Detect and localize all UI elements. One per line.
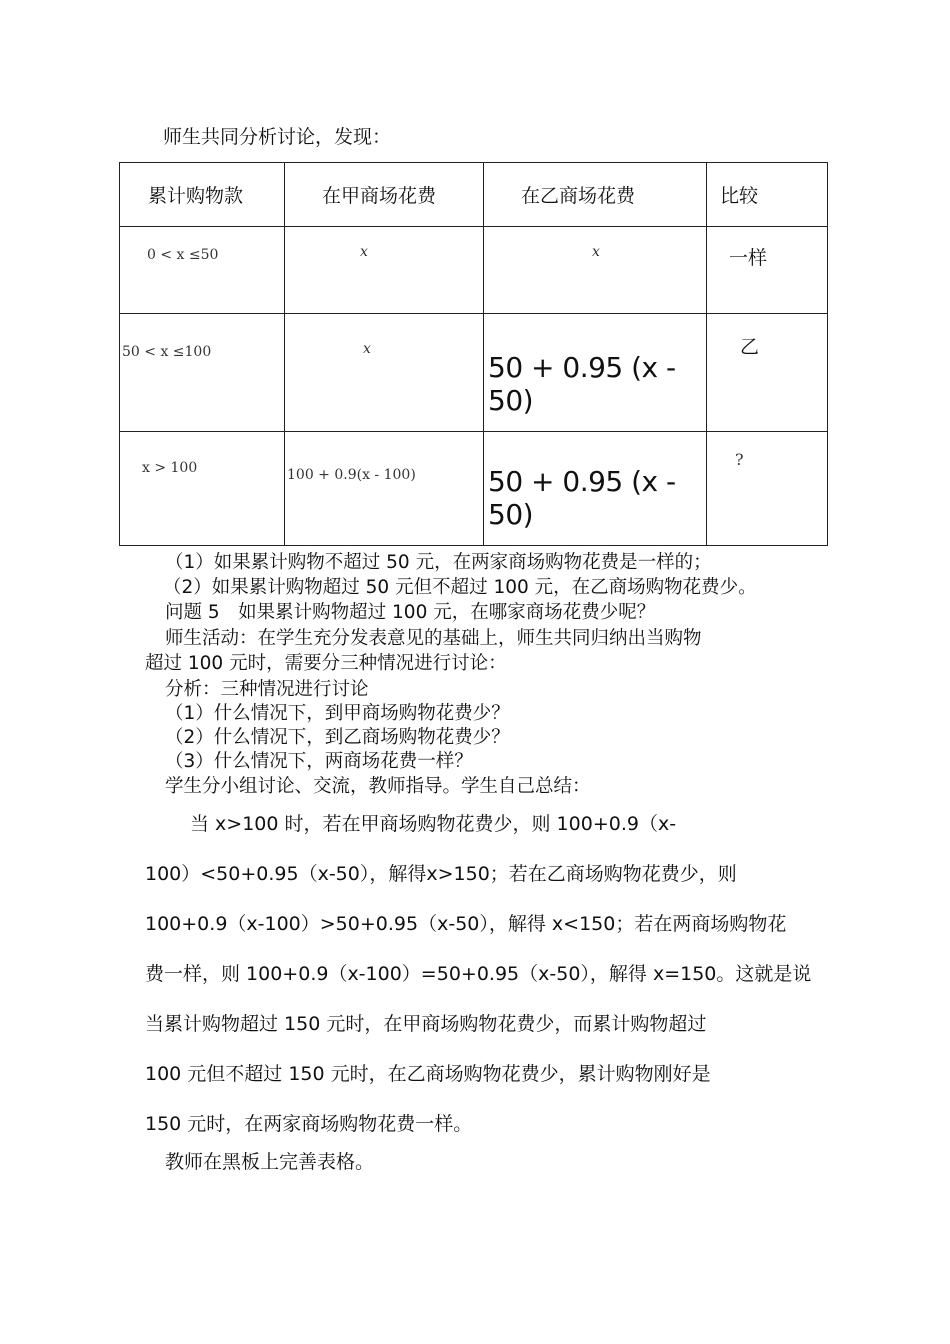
summary-line: 100）<50+0.95（x-50），解得x>150；若在乙商场购物花费少，则 bbox=[145, 863, 737, 885]
summary-line: 150 元时，在两家商场购物花费一样。 bbox=[145, 1113, 473, 1135]
table-row bbox=[120, 314, 828, 432]
compare-cell: 一样 bbox=[729, 247, 768, 269]
text-line: （1）如果累计购物不超过 50 元，在两家商场购物花费是一样的； bbox=[165, 552, 712, 573]
text-line: （1）什么情况下，到甲商场购物花费少？ bbox=[165, 703, 510, 724]
range-cell: 50 < x ≤100 bbox=[122, 344, 212, 360]
compare-cell: ? bbox=[735, 450, 744, 469]
yi-cost-cell: 50 + 0.95 (x - 50) bbox=[488, 351, 676, 417]
header-cell: 在乙商场花费 bbox=[521, 185, 636, 207]
comparison-table bbox=[119, 162, 828, 546]
text-line: 超过 100 元时，需要分三种情况进行讨论： bbox=[145, 653, 507, 674]
jia-cost-cell: x bbox=[363, 341, 371, 357]
compare-cell: 乙 bbox=[740, 336, 760, 358]
table-row bbox=[120, 227, 828, 314]
jia-cost-cell: 100 + 0.9(x - 100) bbox=[287, 467, 416, 483]
summary-line: 100+0.9（x-100）>50+0.95（x-50），解得 x<150；若在两商场购物花 bbox=[145, 913, 787, 935]
table-header-row bbox=[120, 163, 828, 227]
yi-cost-cell: x bbox=[592, 244, 600, 260]
text-line: （2）什么情况下，到乙商场购物花费少？ bbox=[165, 727, 510, 748]
summary-line: 费一样，则 100+0.9（x-100）=50+0.95（x-50），解得 x=150。这就是说 bbox=[145, 963, 812, 985]
text-line: 问题 5 如果累计购物超过 100 元，在哪家商场花费少呢？ bbox=[165, 602, 656, 623]
table-row bbox=[120, 432, 828, 546]
text-line: （3）什么情况下，两商场花费一样？ bbox=[165, 751, 473, 772]
intro-text: 师生共同分析讨论，发现： bbox=[163, 126, 392, 148]
summary-line: 100 元但不超过 150 元时，在乙商场购物花费少，累计购物刚好是 bbox=[145, 1063, 711, 1085]
text-line: （2）如果累计购物超过 50 元但不超过 100 元，在乙商场购物花费少。 bbox=[163, 577, 757, 598]
summary-line: 当累计购物超过 150 元时，在甲商场购物花费少，而累计购物超过 bbox=[145, 1013, 707, 1035]
range-cell: 0 < x ≤50 bbox=[147, 247, 219, 263]
header-cell: 在甲商场花费 bbox=[322, 185, 437, 207]
range-cell: x > 100 bbox=[142, 460, 198, 476]
summary-line: 当 x>100 时，若在甲商场购物花费少，则 100+0.9（x- bbox=[190, 813, 677, 835]
text-line: 学生分小组讨论、交流，教师指导。学生自己总结： bbox=[165, 776, 591, 797]
text-line: 分析：三种情况进行讨论 bbox=[165, 679, 369, 700]
jia-cost-cell: x bbox=[360, 244, 368, 260]
header-cell: 累计购物款 bbox=[148, 185, 244, 207]
header-cell: 比较 bbox=[720, 185, 759, 207]
closing-text: 教师在黑板上完善表格。 bbox=[165, 1151, 375, 1173]
yi-cost-cell: 50 + 0.95 (x - 50) bbox=[488, 465, 676, 531]
text-line: 师生活动：在学生充分发表意见的基础上，师生共同归纳出当购物 bbox=[165, 628, 702, 649]
